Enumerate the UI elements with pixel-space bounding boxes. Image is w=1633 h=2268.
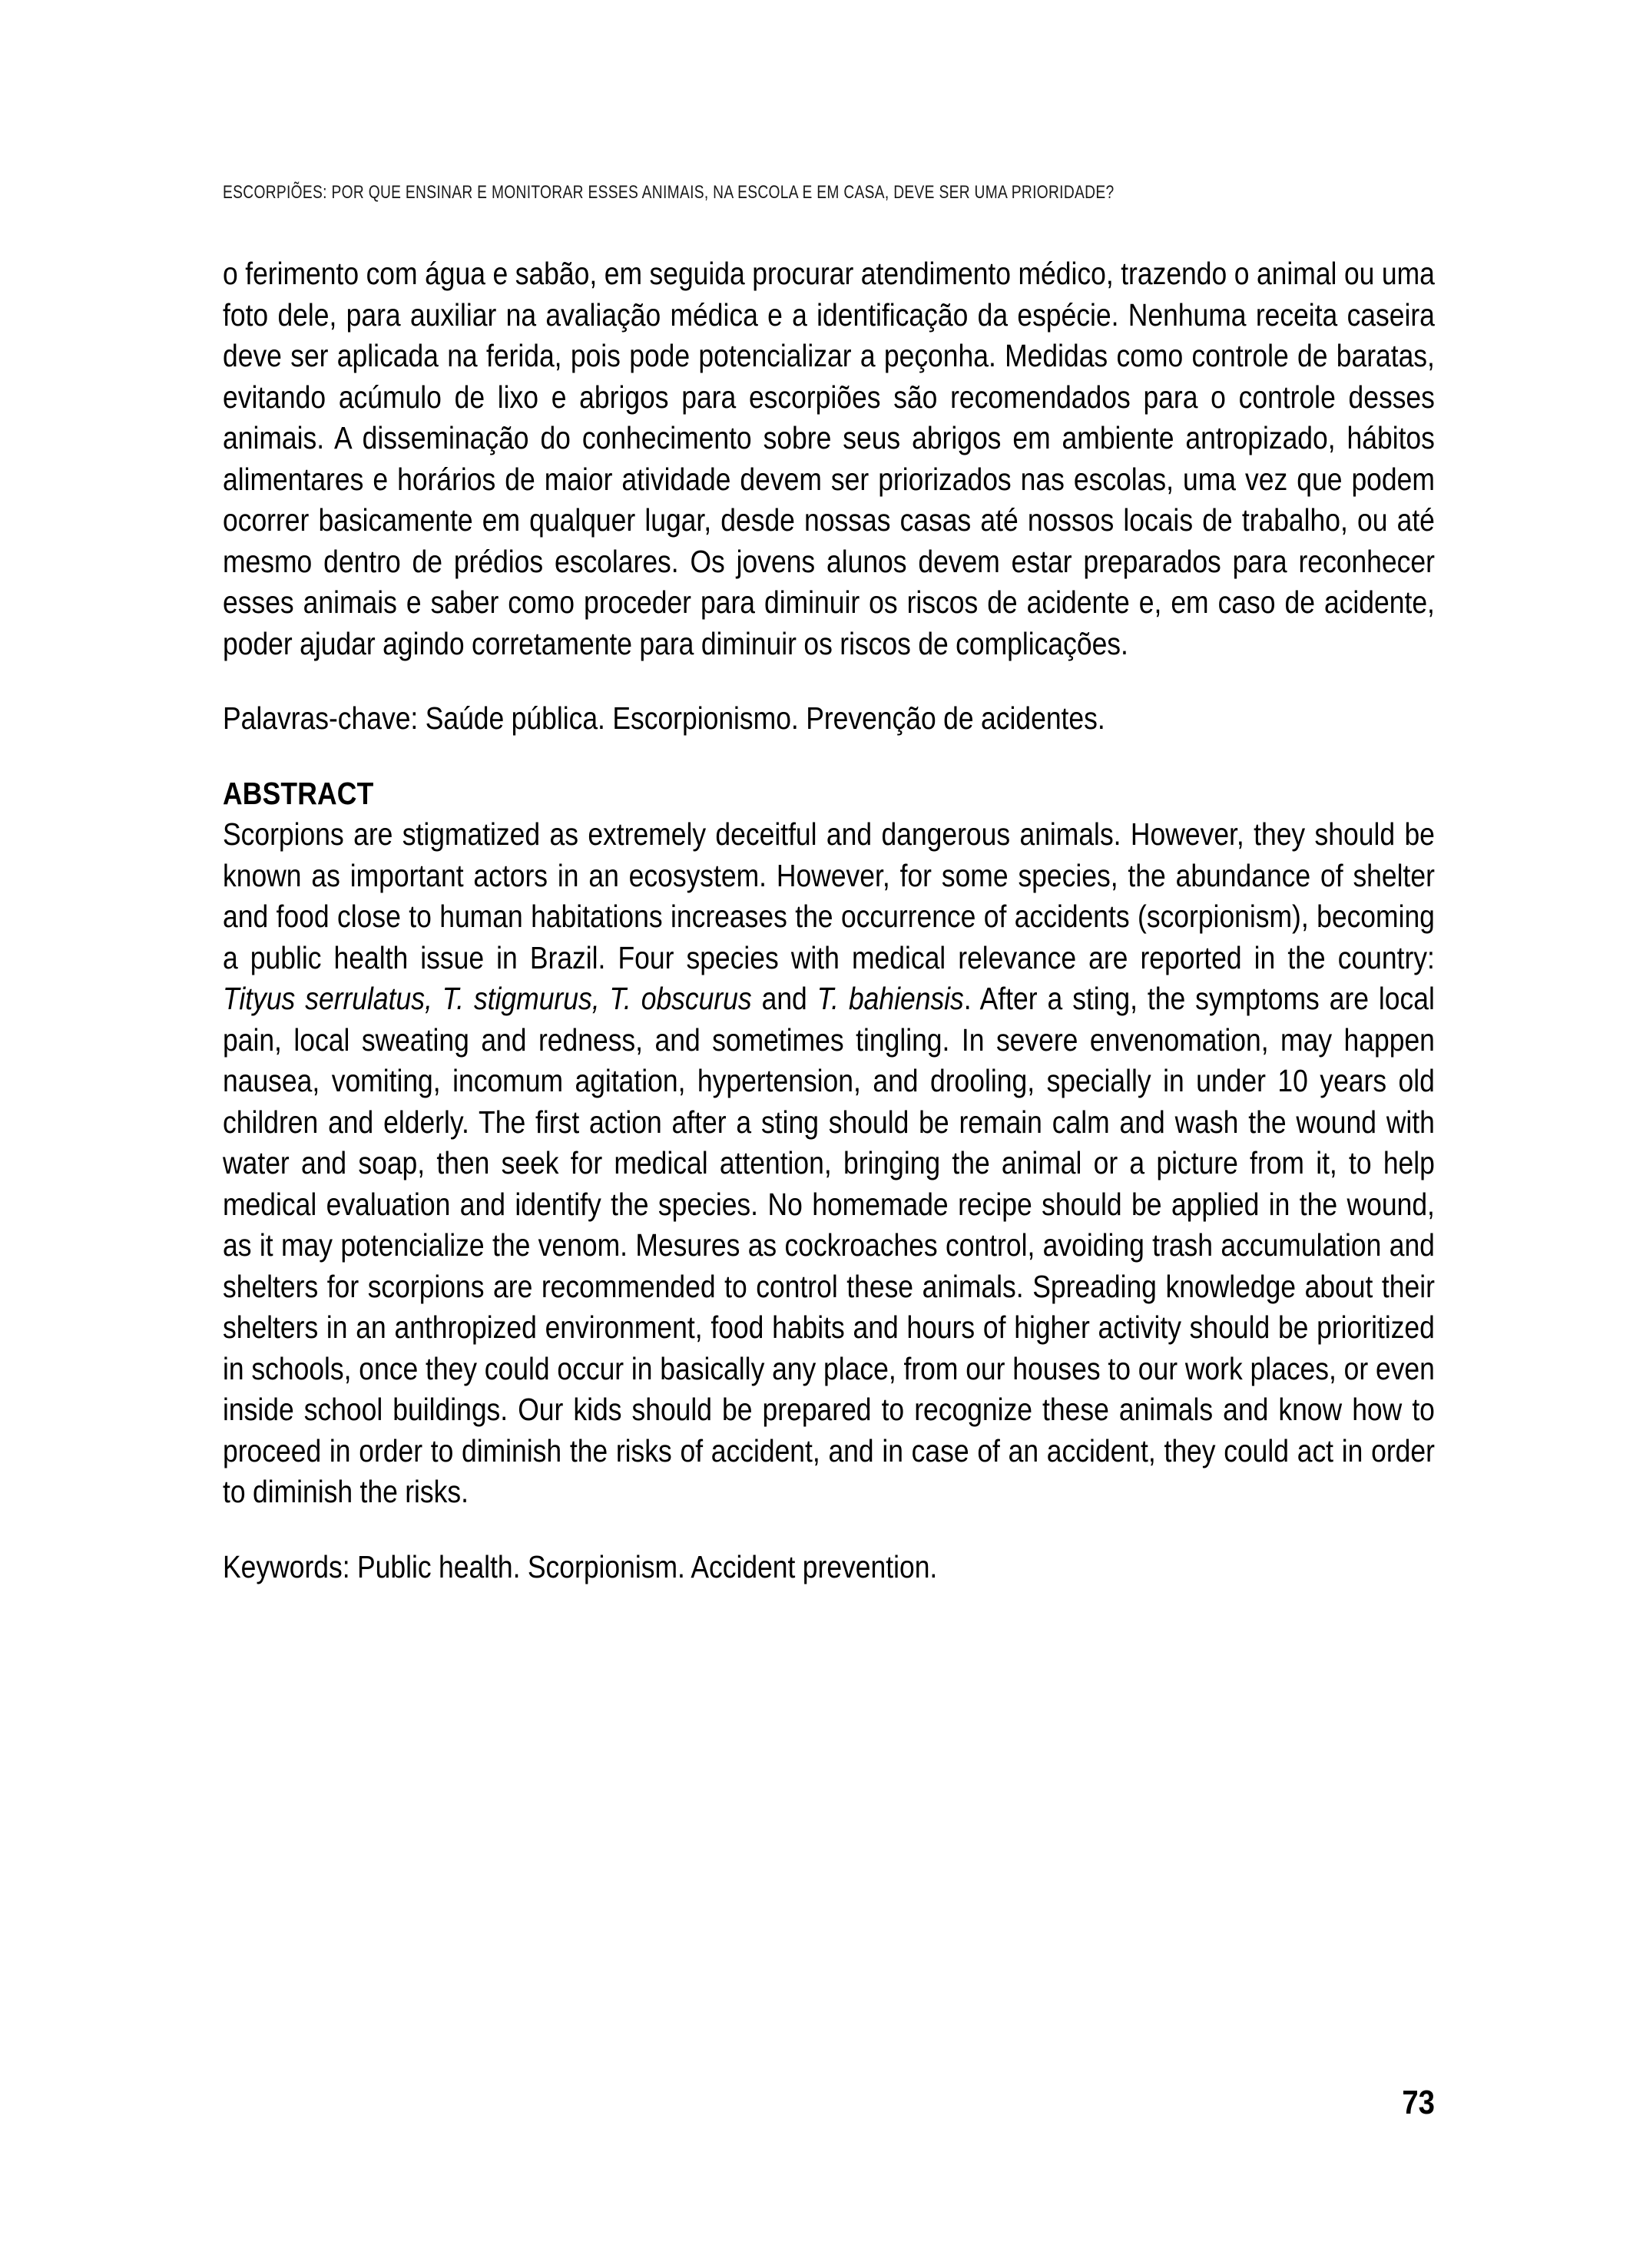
species-name-group-2: T. bahiensis (816, 981, 964, 1016)
abstract-heading: ABSTRACT (223, 775, 374, 811)
keywords-spacer (223, 1513, 1435, 1547)
paragraph-portuguese-continuation: o ferimento com água e sabão, em seguida procurar atendimento médico, trazendo o animal ou uma foto dele, para auxiliar na avaliação médica e a identificação da espécie. Nenhuma receita caseira deve ser aplicada na ferida, pois pode potencializar a peçonha. Medidas como controle de baratas, evitando acúmulo de lixo e abrigos para escorpiões são recomendados para o controle desses animais. A disseminação do conhecimento sobre seus abrigos em ambiente antropizado, hábitos alimentares e horários de maior atividade devem ser priorizados nas escolas, uma vez que podem ocorrer basicamente em qualquer lugar, desde nossas casas até nossos locais de trabalho, ou até mesmo dentro de prédios escolares. Os jovens alunos devem estar preparados para reconhecer esses animais e saber como proceder para diminuir os riscos de acidente e, em caso de acidente, poder ajudar agindo corretamente para diminuir os riscos de complicações. (223, 256, 1435, 661)
species-name-group-1: Tityus serrulatus, T. stigmurus, T. obscurus (223, 981, 752, 1016)
keywords-portuguese: Palavras-chave: Saúde pública. Escorpionismo. Prevenção de acidentes. (223, 700, 1105, 736)
abstract-text-conjunction: and (751, 981, 817, 1016)
keywords-english: Keywords: Public health. Scorpionism. Accident prevention. (223, 1548, 938, 1584)
paragraph-spacer (223, 664, 1435, 698)
running-header: ESCORPIÕES: POR QUE ENSINAR E MONITORAR ESSES ANIMAIS, NA ESCOLA E EM CASA, DEVE SER UMA PRIORIDADE? (223, 182, 1115, 203)
abstract-text-part-1: Scorpions are stigmatized as extremely deceitful and dangerous animals. However, they should be known as important actors in an ecosystem. However, for some species, the abundance of shelter and food close to human habitations increases the occurrence of accidents (scorpionism), becoming a public health issue in Brazil. Four species with medical relevance are reported in the country: (223, 816, 1435, 975)
abstract-text-part-3: . After a sting, the symptoms are local pain, local sweating and redness, and sometimes tingling. In severe envenomation, may happen nausea, vomiting, incomum agitation, hypertension, and drooling, specially in under 10 years old children and elderly. The first action after a sting should be remain calm and wash the wound with water and soap, then seek for medical attention, bringing the animal or a picture from it, to help medical evaluation and identify the species. No homemade recipe should be applied in the wound, as it may potencialize the venom. Mesures as cockroaches control, avoiding trash accumulation and shelters for scorpions are recommended to control these animals. Spreading knowledge about their shelters in an anthropized environment, food habits and hours of higher activity should be prioritized in schools, once they could occur in basically any place, from our houses to our work places, or even inside school buildings. Our kids should be prepared to recognize these animals and know how to proceed in order to diminish the risks of accident, and in case of an accident, they could act in order to diminish the risks. (223, 981, 1435, 1509)
paragraph-abstract (223, 814, 1435, 1513)
page-number: 73 (1402, 2084, 1435, 2121)
page-content (223, 253, 1435, 1588)
section-spacer (223, 740, 1435, 773)
